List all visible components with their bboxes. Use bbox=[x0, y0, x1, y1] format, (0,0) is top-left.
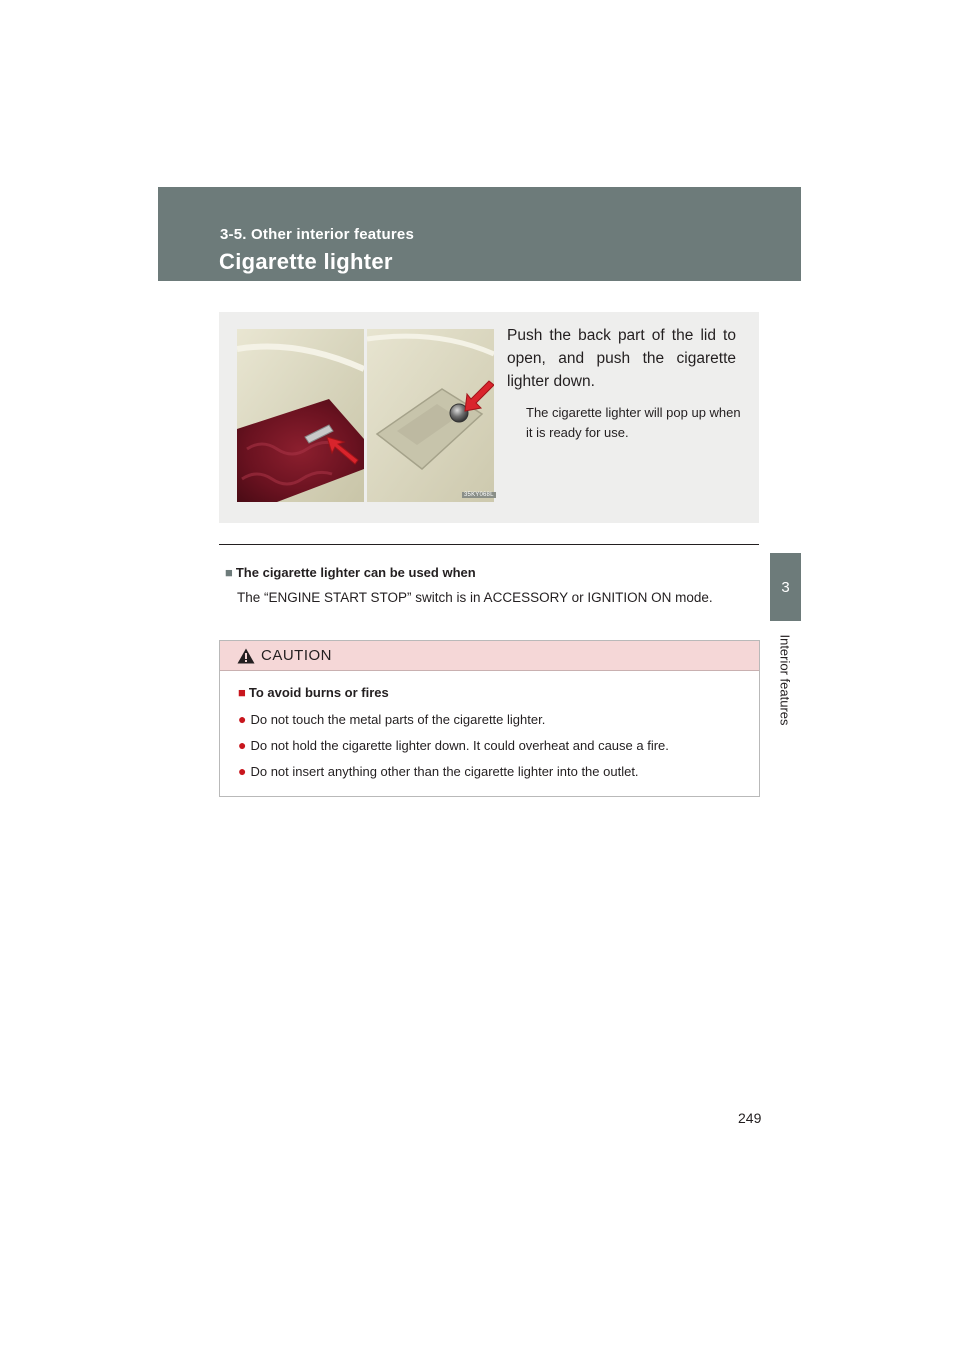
lid-closed-photo bbox=[237, 329, 364, 502]
square-bullet-icon: ■ bbox=[225, 565, 233, 580]
chapter-number: 3 bbox=[781, 578, 790, 596]
caution-header bbox=[220, 641, 759, 671]
condition-heading-text: The cigarette lighter can be used when bbox=[235, 565, 476, 580]
warning-triangle-icon bbox=[237, 648, 255, 664]
instruction-text: Push the back part of the lid to open, and push the cigarette lighter down. bbox=[507, 327, 736, 390]
caution-subheading-text: To avoid burns or fires bbox=[248, 685, 389, 700]
section-divider bbox=[219, 544, 759, 545]
caution-title: CAUTION bbox=[261, 647, 332, 664]
caution-item-text: Do not hold the cigarette lighter down. It could overheat and cause a fire. bbox=[250, 738, 669, 753]
caution-box bbox=[219, 640, 760, 797]
condition-body: The “ENGINE START STOP” switch is in ACCESSORY or IGNITION ON mode. bbox=[237, 590, 713, 605]
chapter-tab[interactable] bbox=[770, 553, 801, 621]
lighter-socket-photo bbox=[367, 329, 494, 502]
bullet-dot-icon: ● bbox=[238, 763, 247, 779]
bullet-dot-icon: ● bbox=[238, 711, 247, 727]
square-bullet-icon: ■ bbox=[238, 685, 246, 700]
page-number: 249 bbox=[738, 1110, 762, 1126]
caution-subheading bbox=[238, 685, 389, 700]
caution-item bbox=[238, 711, 545, 727]
caution-item bbox=[238, 737, 669, 753]
instruction-note: The cigarette lighter will pop up when it is ready for use. bbox=[526, 405, 741, 440]
chapter-label: Interior features bbox=[777, 634, 793, 726]
bullet-dot-icon: ● bbox=[238, 737, 247, 753]
caution-item-text: Do not insert anything other than the cigarette lighter into the outlet. bbox=[250, 764, 639, 779]
section-label: 3-5. Other interior features bbox=[220, 226, 414, 243]
condition-heading bbox=[225, 565, 476, 580]
page-title: Cigarette lighter bbox=[219, 249, 393, 274]
figure-code: 35KY068L bbox=[464, 492, 494, 498]
caution-item bbox=[238, 763, 639, 779]
caution-item-text: Do not touch the metal parts of the cigarette lighter. bbox=[250, 712, 546, 727]
